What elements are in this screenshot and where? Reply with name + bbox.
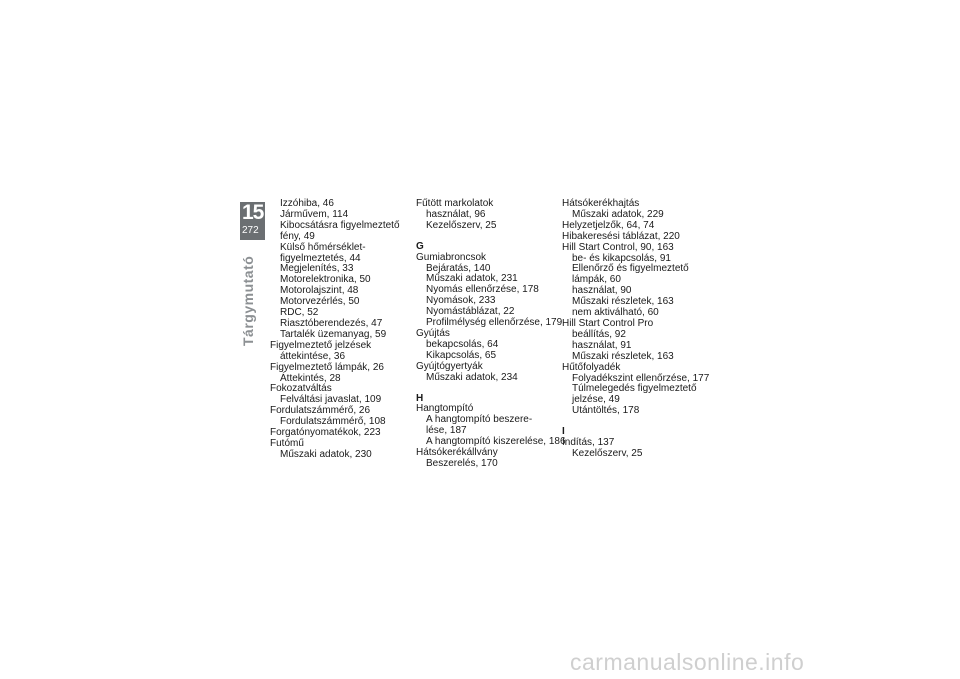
index-subentry: Bejáratás, 140: [426, 262, 491, 274]
index-subentry: Műszaki adatok, 234: [426, 371, 518, 383]
index-subentry: figyelmeztetés, 44: [280, 252, 361, 264]
index-entry: Figyelmeztető jelzések: [270, 339, 372, 351]
index-letter-heading: I: [562, 426, 565, 438]
index-subentry: Áttekintés, 28: [280, 372, 341, 384]
index-entry: Gumiabroncsok: [416, 251, 487, 263]
index-subentry: lése, 187: [426, 425, 467, 437]
index-entry: Indítás, 137: [562, 437, 615, 449]
index-column-3: [562, 199, 712, 460]
index-subentry: Nyomástáblázat, 22: [426, 306, 515, 318]
index-subentry: Műszaki adatok, 231: [426, 273, 518, 285]
index-entry: Futómű: [270, 437, 304, 449]
index-subentry: Folyadékszint ellenőrzése, 177: [572, 372, 710, 384]
index-entry: Fűtött markolatok: [416, 198, 494, 209]
index-subentry: fény, 49: [280, 230, 315, 242]
index-entry: Hill Start Control Pro: [562, 317, 654, 329]
page-number: 272: [242, 225, 259, 236]
index-subentry: Műszaki adatok, 230: [280, 448, 372, 460]
index-subentry: Kezelőszerv, 25: [572, 447, 643, 459]
index-subentry: Utántöltés, 178: [572, 405, 640, 417]
index-subentry: Kezelőszerv, 25: [426, 219, 497, 231]
index-subentry: nem aktiválható, 60: [572, 307, 659, 319]
index-entry: Hangtompító: [416, 403, 474, 415]
index-subentry: Műszaki részletek, 163: [572, 350, 674, 362]
index-column-1: [270, 199, 400, 461]
index-entry: Gyújtógyertyák: [416, 360, 483, 372]
index-entry: Helyzetjelzők, 64, 74: [562, 219, 655, 231]
index-letter-heading: H: [416, 392, 424, 404]
index-entry: Gyújtás: [416, 327, 450, 339]
index-letter-heading: G: [416, 240, 424, 252]
index-entry: Fordulatszámmérő, 26: [270, 405, 371, 417]
watermark: carmanualsonline.info: [570, 649, 805, 675]
index-subentry: be- és kikapcsolás, 91: [572, 252, 671, 264]
index-subentry: A hangtompító beszere-: [426, 414, 533, 426]
index-entry: Hill Start Control, 90, 163: [562, 241, 674, 253]
index-subentry: Felváltási javaslat, 109: [280, 394, 382, 406]
index-column-2: [416, 198, 566, 470]
index-subentry: bekapcsolás, 64: [426, 338, 499, 350]
index-entry: Hűtőfolyadék: [562, 361, 621, 373]
index-subentry: Tartalék üzemanyag, 59: [280, 328, 387, 340]
index-subentry: jelzése, 49: [572, 394, 620, 406]
index-entry: Forgatónyomatékok, 223: [270, 427, 381, 439]
index-entry: Hibakeresési táblázat, 220: [562, 230, 680, 242]
index-subentry: lámpák, 60: [572, 274, 621, 286]
index-subentry: beállítás, 92: [572, 328, 626, 340]
index-subentry: Motorvezérlés, 50: [280, 296, 360, 308]
index-subentry: használat, 90: [572, 285, 632, 297]
index-subentry: Kikapcsolás, 65: [426, 349, 497, 361]
index-subentry: Kibocsátásra figyelmeztető: [280, 219, 400, 231]
index-subentry: Műszaki adatok, 229: [572, 208, 664, 220]
index-subentry: Nyomás ellenőrzése, 178: [426, 284, 539, 296]
index-entry: Fokozatváltás: [270, 383, 332, 395]
index-subentry: A hangtompító kiszerelése, 186: [426, 436, 566, 448]
section-title: Tárgymutató: [240, 255, 256, 346]
chapter-number: 15: [242, 201, 264, 224]
index-subentry: Motorolajszint, 48: [280, 285, 359, 297]
index-subentry: Profilmélység ellenőrzése, 179: [426, 317, 563, 329]
index-subentry: Túlmelegedés figyelmeztető: [572, 383, 697, 395]
index-entry: Figyelmeztető lámpák, 26: [270, 361, 384, 373]
index-subentry: RDC, 52: [280, 307, 319, 319]
index-subentry: Izzóhiba, 46: [280, 198, 334, 209]
index-subentry: Beszerelés, 170: [426, 457, 498, 469]
index-subentry: Fordulatszámmérő, 108: [280, 416, 386, 428]
index-subentry: Nyomások, 233: [426, 295, 496, 307]
index-subentry: Ellenőrző és figyelmeztető: [572, 263, 689, 275]
index-subentry: Megjelenítés, 33: [280, 263, 354, 275]
index-subentry: Külső hőmérséklet-: [280, 241, 366, 253]
index-subentry: Járművem, 114: [280, 208, 349, 220]
index-entry: Hátsókerékállvány: [416, 447, 498, 459]
index-subentry: Műszaki részletek, 163: [572, 296, 674, 308]
index-subentry: használat, 91: [572, 339, 632, 351]
index-subentry: áttekintése, 36: [280, 350, 346, 362]
index-subentry: Riasztóberendezés, 47: [280, 317, 383, 329]
index-subentry: használat, 96: [426, 208, 486, 220]
index-subentry: Motorelektronika, 50: [280, 274, 371, 286]
index-entry: Hátsókerékhajtás: [562, 198, 640, 209]
